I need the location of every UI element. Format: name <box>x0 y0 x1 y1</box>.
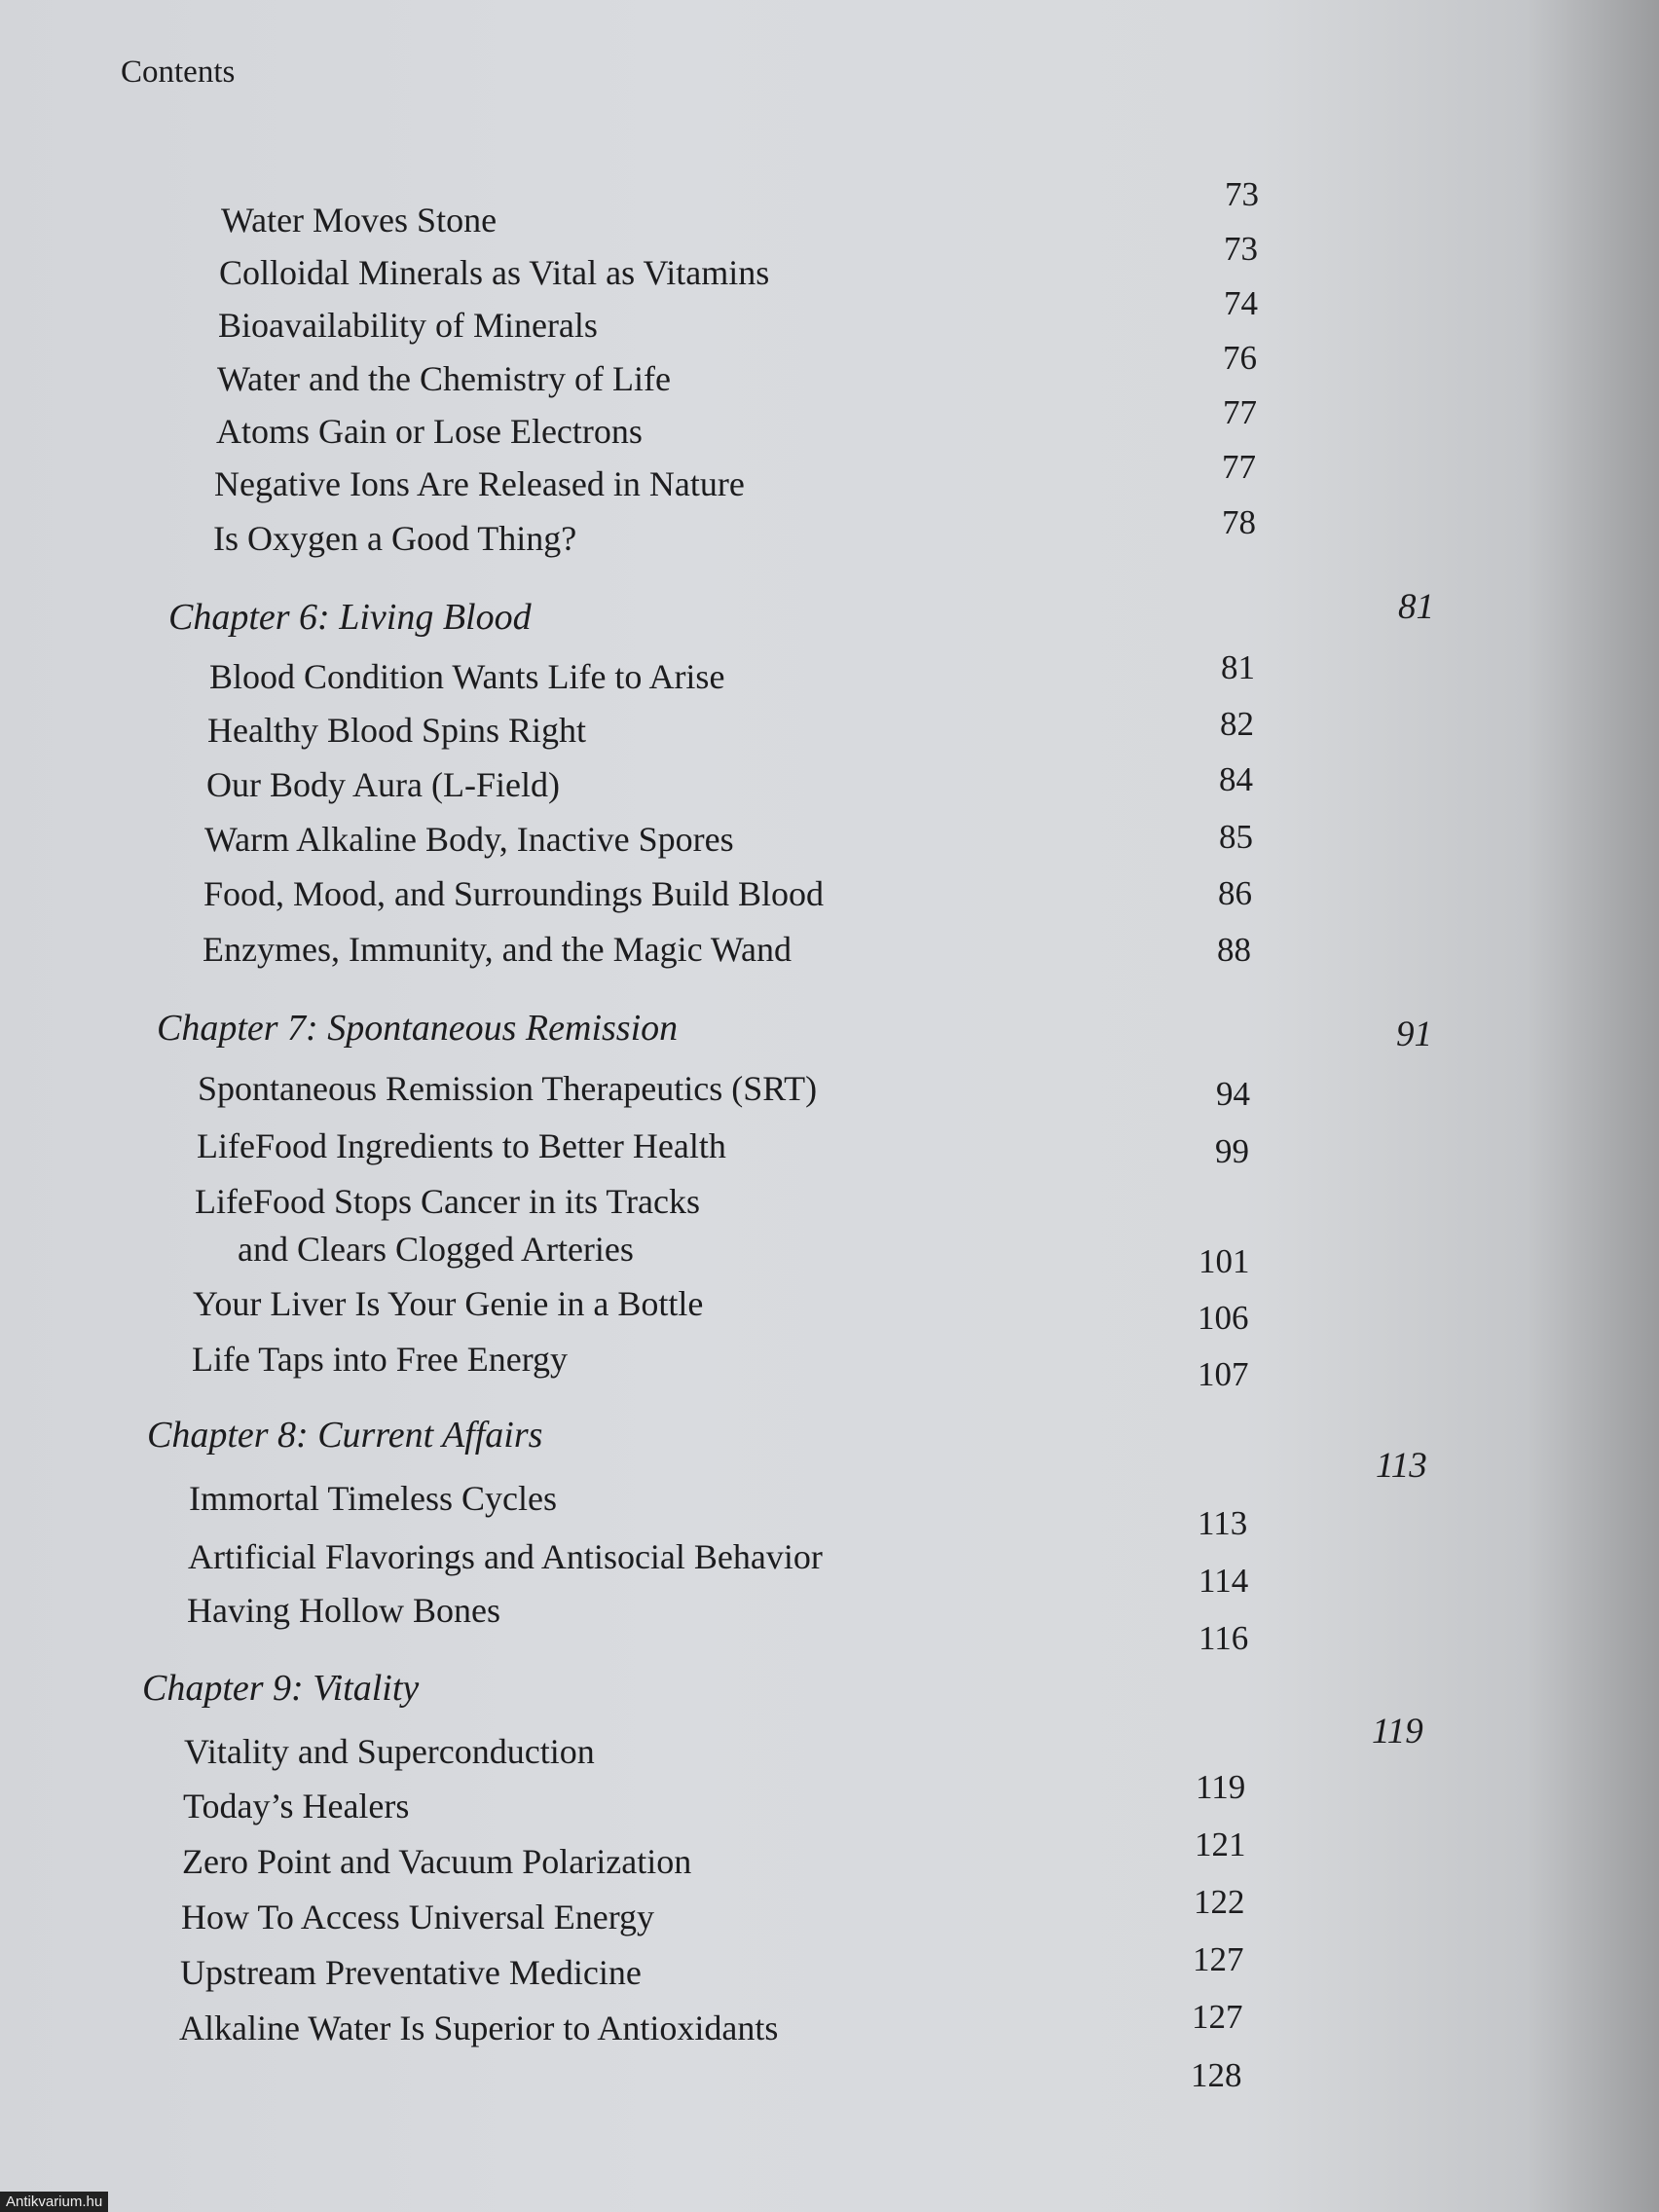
toc-entry: Zero Point and Vacuum Polarization <box>182 1842 692 1881</box>
chapter-page-number: 113 <box>1376 1446 1427 1486</box>
running-head: Contents <box>121 55 236 90</box>
toc-entry: Bioavailability of Minerals <box>218 306 598 345</box>
toc-entry: Your Liver Is Your Genie in a Bottle <box>193 1284 704 1323</box>
toc-entry: Negative Ions Are Released in Nature <box>214 464 745 503</box>
toc-entry: LifeFood Ingredients to Better Health <box>197 1126 726 1165</box>
page-number: 73 <box>1225 175 1259 213</box>
chapter-heading: Chapter 6: Living Blood <box>168 597 532 638</box>
page-number: 77 <box>1223 393 1257 431</box>
toc-entry: Enzymes, Immunity, and the Magic Wand <box>203 930 792 969</box>
toc-entry: Artificial Flavorings and Antisocial Behavior <box>188 1537 823 1576</box>
page-number: 127 <box>1192 1998 1243 2036</box>
page-number: 94 <box>1216 1075 1250 1113</box>
page-number: 76 <box>1223 339 1257 377</box>
toc-entry: Vitality and Superconduction <box>184 1732 595 1771</box>
toc-entry: Our Body Aura (L-Field) <box>206 765 560 804</box>
page-number: 106 <box>1198 1299 1249 1337</box>
toc-entry: Blood Condition Wants Life to Arise <box>209 657 725 696</box>
toc-entry: Upstream Preventative Medicine <box>180 1953 642 1992</box>
toc-entry: Immortal Timeless Cycles <box>189 1479 557 1518</box>
page-number: 88 <box>1217 931 1251 969</box>
page-number: 78 <box>1222 503 1256 541</box>
page-number: 86 <box>1218 874 1252 912</box>
watermark: Antikvarium.hu <box>0 2192 108 2212</box>
toc-entry: Alkaline Water Is Superior to Antioxidants <box>179 2009 779 2047</box>
chapter-page-number: 119 <box>1372 1712 1423 1751</box>
toc-entry: Spontaneous Remission Therapeutics (SRT) <box>198 1069 818 1108</box>
page-number: 116 <box>1198 1619 1249 1657</box>
toc-entry: How To Access Universal Energy <box>181 1898 655 1936</box>
toc-entry: Healthy Blood Spins Right <box>207 711 587 750</box>
page-number: 128 <box>1191 2056 1242 2094</box>
chapter-heading: Chapter 7: Spontaneous Remission <box>157 1008 679 1049</box>
toc-entry: Food, Mood, and Surroundings Build Blood <box>203 874 825 913</box>
page-number: 82 <box>1220 705 1254 743</box>
page-number: 114 <box>1198 1562 1249 1600</box>
toc-entry: Atoms Gain or Lose Electrons <box>216 412 643 451</box>
toc-entry: LifeFood Stops Cancer in its Tracks <box>195 1182 700 1221</box>
chapter-heading: Chapter 9: Vitality <box>142 1668 420 1709</box>
page-number: 85 <box>1219 818 1253 856</box>
toc-entry: Warm Alkaline Body, Inactive Spores <box>204 820 734 859</box>
toc-entry: Water Moves Stone <box>221 201 498 240</box>
page-number: 84 <box>1219 760 1253 798</box>
page-number: 74 <box>1224 284 1258 322</box>
toc-entry: Water and the Chemistry of Life <box>217 359 671 398</box>
toc-entry: Is Oxygen a Good Thing? <box>213 519 577 558</box>
page-number: 121 <box>1195 1825 1246 1863</box>
page-number: 107 <box>1198 1355 1249 1393</box>
toc-entry: Having Hollow Bones <box>187 1591 500 1630</box>
page-number: 122 <box>1194 1883 1245 1921</box>
page-number: 127 <box>1193 1940 1244 1978</box>
page-number: 77 <box>1222 448 1256 486</box>
chapter-page-number: 81 <box>1398 587 1434 627</box>
chapter-heading: Chapter 8: Current Affairs <box>147 1415 543 1456</box>
toc-entry: Life Taps into Free Energy <box>192 1340 569 1379</box>
toc-entry: Today’s Healers <box>183 1787 410 1825</box>
toc-entry: and Clears Clogged Arteries <box>238 1230 634 1269</box>
page-number: 81 <box>1221 648 1255 686</box>
chapter-page-number: 91 <box>1396 1014 1432 1054</box>
page-number: 99 <box>1215 1132 1249 1170</box>
page-number: 73 <box>1224 230 1258 268</box>
page-number: 113 <box>1198 1504 1248 1542</box>
toc-entry: Colloidal Minerals as Vital as Vitamins <box>219 253 770 292</box>
page-number: 101 <box>1198 1242 1250 1280</box>
page-number: 119 <box>1196 1768 1246 1806</box>
